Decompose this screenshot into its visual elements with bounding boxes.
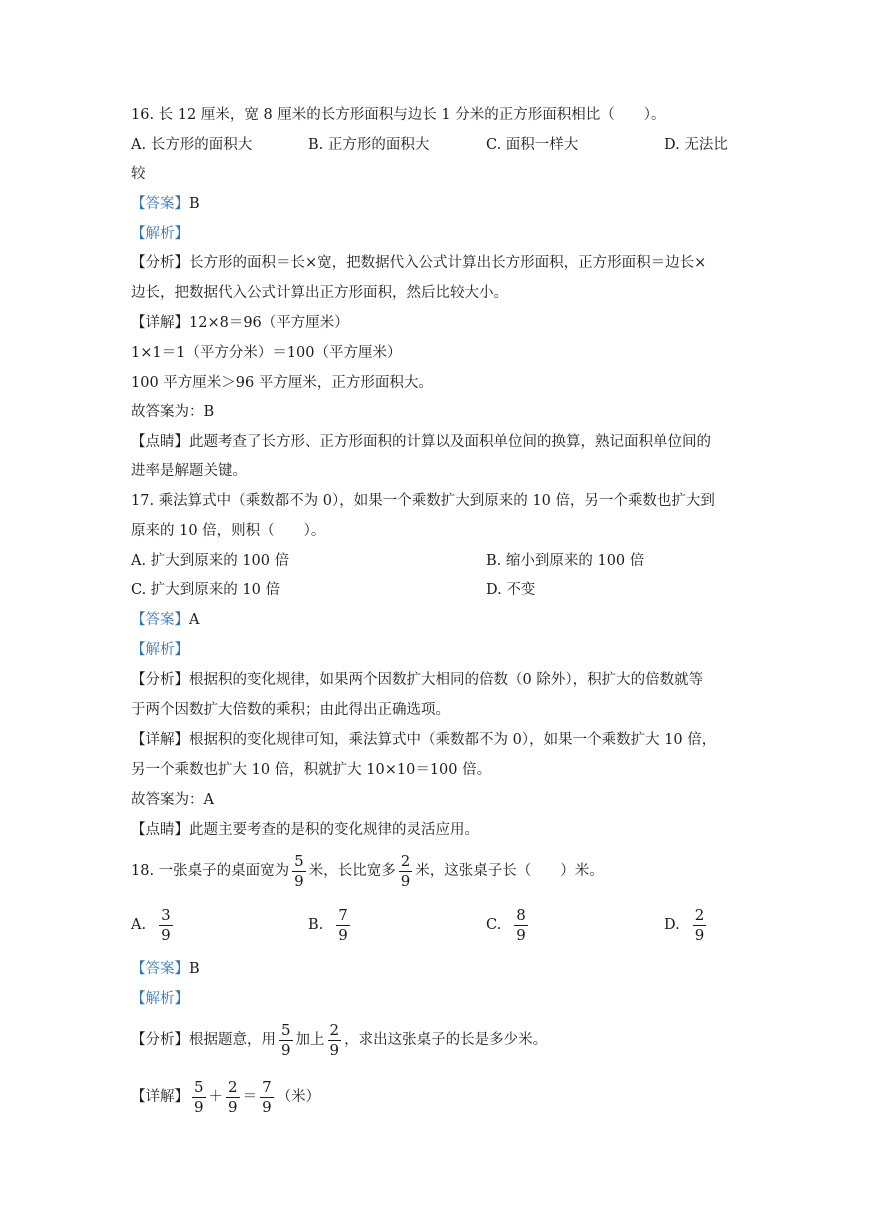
q17-analysis-tag: 【解析】 [131,642,189,658]
fraction-numerator: 5 [294,851,304,870]
fraction-denominator: 9 [194,1097,204,1116]
fraction-numerator: 2 [228,1077,238,1096]
q16-fenxi-line-2: 边长，把数据代入公式计算出正方形面积，然后比较大小。 [131,285,508,301]
q18-option-a [131,905,176,945]
fraction [336,905,350,944]
fraction-denominator: 9 [262,1097,272,1116]
q17-xiangjie-line-2: 另一个乘数也扩大 10 倍，积就扩大 10×10＝100 倍。 [131,762,492,778]
q16-option-b: B. 正方形的面积大 [308,137,430,153]
q18-xiangjie [131,1077,320,1117]
q17-final-answer: 故答案为：A [131,792,214,808]
answer-value: A [189,612,200,628]
xiangjie-tag: 【详解】 [131,315,189,331]
q16-dianjing-line-2: 进率是解题关键。 [131,463,247,479]
fraction [159,905,173,944]
q16-option-c: C. 面积一样大 [486,137,579,153]
q17-answer [131,610,199,630]
option-label: D. [664,917,680,933]
q17-option-d: D. 不变 [486,582,536,598]
fenxi-tag: 【分析】 [131,1032,189,1048]
fraction [260,1077,274,1116]
option-label: A. [131,917,147,933]
fraction [328,1020,342,1059]
fraction [279,1020,293,1059]
answer-value: B [189,961,200,977]
fenxi-text: 根据积的变化规律，如果两个因数扩大相同的倍数（0 除外），积扩大的倍数就等 [189,672,704,688]
answer-tag: 【答案】 [131,961,189,977]
equals-sign: ＝ [242,1089,258,1105]
q16-final-answer: 故答案为：B [131,404,215,420]
fraction-numerator: 7 [262,1077,272,1096]
dianjing-tag: 【点睛】 [131,822,189,838]
fenxi-text: 长方形的面积＝长×宽，把数据代入公式计算出长方形面积，正方形面积＝边长× [189,255,707,271]
fraction [514,905,528,944]
fraction-numerator: 2 [694,905,705,924]
option-label: C. [486,917,502,933]
answer-tag: 【答案】 [131,196,189,212]
answer-value: B [189,196,200,212]
q18-analysis-tag: 【解析】 [131,991,189,1007]
q17-xiangjie-line-1 [131,730,716,750]
q18-fenxi [131,1020,547,1060]
q18-option-d [664,905,709,945]
fraction-denominator: 9 [694,925,705,944]
fenxi-tag: 【分析】 [131,255,189,271]
fraction-numerator: 2 [400,851,411,870]
q16-analysis-tag: 【解析】 [131,226,189,242]
fraction-denominator: 9 [228,1097,238,1116]
q17-stem-line-2: 原来的 10 倍，则积（ ）。 [131,523,326,539]
fenxi-tag: 【分析】 [131,672,189,688]
fraction [292,851,306,890]
q17-fenxi-line-2: 于两个因数扩大倍数的乘积；由此得出正确选项。 [131,702,450,718]
q16-fenxi-line-1 [131,253,706,273]
fraction-denominator: 9 [161,925,171,944]
q18-stem-part-a: 18. 一张桌子的桌面宽为 [131,863,290,879]
dianjing-tag: 【点睛】 [131,434,189,450]
fenxi-text-b: 加上 [295,1032,325,1048]
q18-option-c [486,905,531,945]
fraction-denominator: 9 [516,925,526,944]
q17-option-a: A. 扩大到原来的 100 倍 [131,553,290,569]
xiangjie-tag: 【详解】 [131,1089,189,1105]
q17-fenxi-line-1 [131,670,703,690]
option-label: B. [308,917,324,933]
xiangjie-text: 根据积的变化规律可知，乘法算式中（乘数都不为 0），如果一个乘数扩大 10 倍， [189,732,717,748]
q17-option-b: B. 缩小到原来的 100 倍 [486,553,645,569]
plus-sign: ＋ [208,1089,224,1105]
xiangjie-tag: 【详解】 [131,732,189,748]
q16-option-d-continued: 较 [131,166,146,182]
fraction-denominator: 9 [400,871,411,890]
q16-xiangjie-line-3: 100 平方厘米＞96 平方厘米，正方形面积大。 [131,375,433,391]
q17-stem-line-1: 17. 乘法算式中（乘数都不为 0），如果一个乘数扩大到原来的 10 倍，另一个乘数也扩大到 [131,493,715,509]
q16-xiangjie-line-1 [131,313,349,333]
fraction-numerator: 8 [516,905,526,924]
q18-stem-part-c: 米，这张桌子长（ ）米。 [415,863,604,879]
xiangjie-text: 12×8＝96（平方厘米） [189,315,349,331]
fraction-numerator: 5 [194,1077,204,1096]
fraction-denominator: 9 [338,925,348,944]
fenxi-text-c: ，求出这张桌子的长是多少米。 [344,1032,548,1048]
fraction [192,1077,206,1116]
fraction-numerator: 3 [161,905,171,924]
fraction [693,905,707,944]
fraction [226,1077,240,1116]
q18-stem-part-b: 米，长比宽多 [308,863,396,879]
answer-tag: 【答案】 [131,612,189,628]
q16-option-d: D. 无法比 [664,137,728,153]
q18-answer [131,959,200,979]
fraction-numerator: 7 [338,905,348,924]
q17-option-c: C. 扩大到原来的 10 倍 [131,582,280,598]
q16-xiangjie-line-2: 1×1＝1（平方分米）＝100（平方厘米） [131,345,402,361]
dianjing-text: 此题主要考查的是积的变化规律的灵活应用。 [189,822,479,838]
fraction-denominator: 9 [294,871,304,890]
fraction [399,851,413,890]
q16-option-a: A. 长方形的面积大 [131,137,253,153]
fraction-numerator: 5 [281,1020,291,1039]
q16-dianjing-line-1 [131,432,711,452]
q16-answer [131,194,200,214]
q18-stem [131,851,604,891]
q16-stem: 16. 长 12 厘米，宽 8 厘米的长方形面积与边长 1 分米的正方形面积相比（ ）。 [131,107,666,123]
fraction-numerator: 2 [329,1020,340,1039]
dianjing-text: 此题考查了长方形、正方形面积的计算以及面积单位间的换算，熟记面积单位间的 [189,434,711,450]
fraction-denominator: 9 [281,1040,291,1059]
fenxi-text-a: 根据题意，用 [189,1032,276,1048]
q18-option-b [308,905,353,945]
q17-dianjing-line-1 [131,820,479,840]
fraction-denominator: 9 [329,1040,340,1059]
unit-text: （米） [276,1089,321,1105]
